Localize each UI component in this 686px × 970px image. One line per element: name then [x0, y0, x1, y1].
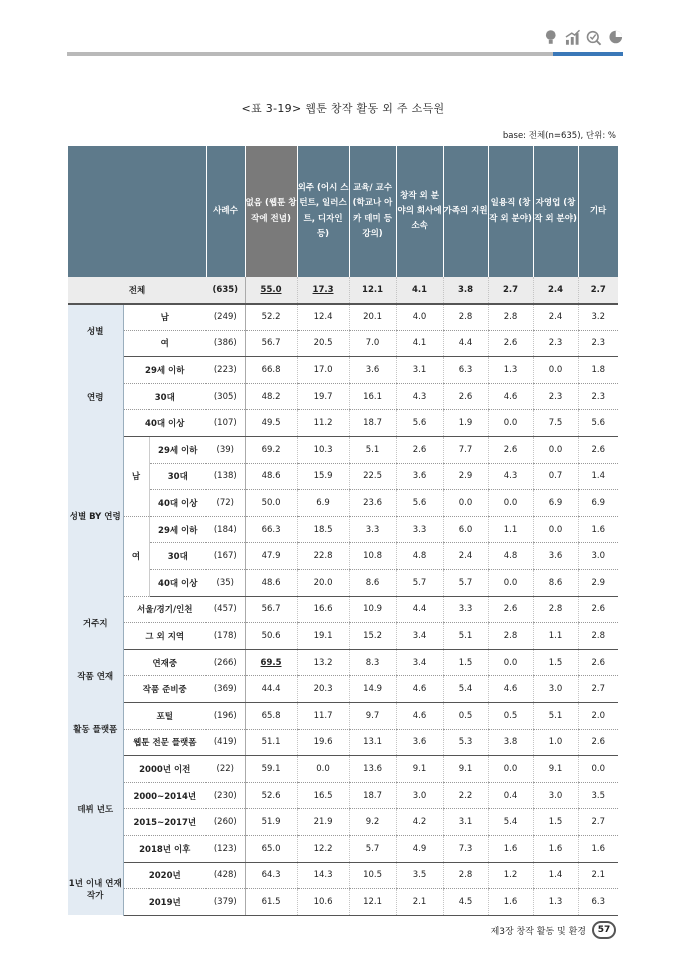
cell: 51.9: [245, 809, 297, 836]
row-label: 여: [123, 330, 206, 357]
cell: 0.0: [297, 756, 349, 783]
cell: 2.6: [488, 596, 533, 623]
cell: 3.0: [533, 782, 578, 809]
cell: 18.5: [297, 516, 349, 543]
header-stub: [68, 146, 206, 277]
cell: 3.6: [349, 357, 396, 384]
cell: 52.6: [245, 782, 297, 809]
cell: 2.3: [578, 383, 618, 410]
row-label: 전체: [68, 277, 206, 304]
cell: 5.1: [443, 623, 488, 650]
cell: 3.0: [533, 676, 578, 703]
cell: 2.7: [578, 277, 618, 304]
row-count: (386): [206, 330, 245, 357]
cell: 2.8: [443, 862, 488, 889]
row-count: (196): [206, 703, 245, 730]
cell: 3.5: [578, 782, 618, 809]
row-label: 연재중: [123, 649, 206, 676]
table-row: [68, 862, 618, 889]
cell: 4.2: [396, 809, 443, 836]
row-label: 포털: [123, 703, 206, 730]
cell: 65.8: [245, 703, 297, 730]
cell: 2.3: [533, 383, 578, 410]
row-count: (428): [206, 862, 245, 889]
table-row: [68, 596, 618, 623]
cell: 3.6: [396, 463, 443, 490]
cell: 2.4: [443, 543, 488, 570]
row-label: 40대 이상: [123, 410, 206, 437]
table-row: [68, 649, 618, 676]
row-label: 서울/경기/인천: [123, 596, 206, 623]
cell: 5.3: [443, 729, 488, 756]
cell: 2.6: [488, 330, 533, 357]
cell: 3.4: [396, 649, 443, 676]
cell: 0.4: [488, 782, 533, 809]
cell: 52.2: [245, 304, 297, 331]
cell: 69.2: [245, 437, 297, 464]
row-label: 2019년: [123, 889, 206, 916]
cell: 3.0: [578, 543, 618, 570]
cell: 1.9: [443, 410, 488, 437]
cell: 2.3: [578, 330, 618, 357]
cell: 4.5: [443, 889, 488, 916]
cell: 7.0: [349, 330, 396, 357]
cell: 6.3: [443, 357, 488, 384]
cell: 2.6: [488, 437, 533, 464]
row-count: (457): [206, 596, 245, 623]
cell: 10.6: [297, 889, 349, 916]
cell: 5.6: [396, 490, 443, 517]
cell: 3.3: [349, 516, 396, 543]
cell: 15.2: [349, 623, 396, 650]
cell: 2.3: [533, 330, 578, 357]
table-row: [68, 463, 618, 490]
cell: 0.7: [533, 463, 578, 490]
cell: 4.0: [396, 304, 443, 331]
cell: 5.1: [533, 703, 578, 730]
header-count: 사례수: [206, 146, 245, 277]
cell: 5.6: [396, 410, 443, 437]
cell: 18.7: [349, 782, 396, 809]
header-col-other: 기타: [578, 146, 618, 277]
row-label: 29세 이하: [149, 437, 206, 464]
row-count: (379): [206, 889, 245, 916]
cell: 16.6: [297, 596, 349, 623]
row-count: (138): [206, 463, 245, 490]
header-col-family: 가족의 지원: [443, 146, 488, 277]
table-row: [68, 623, 618, 650]
cell: 13.6: [349, 756, 396, 783]
cell: 17.3: [297, 277, 349, 304]
row-label: 남: [123, 304, 206, 331]
row-count: (249): [206, 304, 245, 331]
cell: 4.8: [396, 543, 443, 570]
cell: 2.8: [443, 304, 488, 331]
cell: 20.3: [297, 676, 349, 703]
row-label: 웹툰 전문 플랫폼: [123, 729, 206, 756]
page-number: 57: [592, 921, 616, 939]
cell: 7.5: [533, 410, 578, 437]
cell: 4.6: [396, 676, 443, 703]
header-rule-accent: [553, 52, 623, 56]
cell: 20.0: [297, 570, 349, 597]
header-col-company: 창작 외 분야의 회사에 소속: [396, 146, 443, 277]
cell: 0.0: [488, 570, 533, 597]
cell: 1.6: [533, 835, 578, 862]
row-label: 29세 이하: [123, 357, 206, 384]
table-row: [68, 330, 618, 357]
cell: 5.6: [578, 410, 618, 437]
group-label-platform: 활동 플랫폼: [68, 703, 123, 756]
row-label: 30대: [149, 543, 206, 570]
cell: 1.5: [533, 809, 578, 836]
row-count: (266): [206, 649, 245, 676]
cell: 16.1: [349, 383, 396, 410]
cell: 1.6: [488, 889, 533, 916]
row-count: (223): [206, 357, 245, 384]
cell: 3.8: [443, 277, 488, 304]
table-row: [68, 410, 618, 437]
row-label: 2015~2017년: [123, 809, 206, 836]
cell: 17.0: [297, 357, 349, 384]
row-count: (167): [206, 543, 245, 570]
cell: 11.7: [297, 703, 349, 730]
page-footer: [491, 921, 616, 939]
cell: 0.0: [533, 437, 578, 464]
cell: 9.1: [396, 756, 443, 783]
chapter-title: 제3장 창작 활동 및 환경: [490, 926, 586, 937]
cell: 2.1: [396, 889, 443, 916]
group-label-gender: 성별: [68, 304, 123, 357]
cell: 2.1: [578, 862, 618, 889]
cell: 0.0: [533, 357, 578, 384]
cell: 47.9: [245, 543, 297, 570]
cell: 56.7: [245, 330, 297, 357]
table-caption: <표 3-19> 웹툰 창작 활동 외 주 소득원: [241, 102, 445, 115]
base-note: base: 전체(n=635), 단위: %: [502, 131, 616, 141]
row-count: (419): [206, 729, 245, 756]
table-row: [68, 570, 618, 597]
row-label: 40대 이상: [149, 570, 206, 597]
table-row: [68, 756, 618, 783]
cell: 19.6: [297, 729, 349, 756]
row-label: 30대: [149, 463, 206, 490]
cell: 5.7: [443, 570, 488, 597]
cell: 4.6: [488, 676, 533, 703]
cell: 69.5: [245, 649, 297, 676]
table-row: [68, 782, 618, 809]
cell: 0.5: [488, 703, 533, 730]
row-count: (635): [206, 277, 245, 304]
cell: 4.9: [396, 835, 443, 862]
cell: 1.3: [488, 357, 533, 384]
row-count: (369): [206, 676, 245, 703]
group-label-serial: 작품 연재: [68, 649, 123, 702]
header-col-daylabor: 일용직 (창작 외 분야): [488, 146, 533, 277]
group-label-recent: 1년 이내 연재 작가: [68, 862, 123, 915]
cell: 22.5: [349, 463, 396, 490]
cell: 12.1: [349, 277, 396, 304]
cell: 18.7: [349, 410, 396, 437]
row-label: 2000년 이전: [123, 756, 206, 783]
cell: 9.7: [349, 703, 396, 730]
cell: 5.7: [349, 835, 396, 862]
group-label-debut: 데뷔 년도: [68, 756, 123, 862]
table-row: [68, 543, 618, 570]
cell: 1.5: [533, 649, 578, 676]
cell: 4.8: [488, 543, 533, 570]
table-row: [68, 304, 618, 331]
group-label-age: 연령: [68, 357, 123, 437]
cell: 2.7: [578, 809, 618, 836]
cell: 20.1: [349, 304, 396, 331]
cell: 14.3: [297, 862, 349, 889]
income-source-table: [68, 146, 619, 916]
cell: 51.1: [245, 729, 297, 756]
cell: 48.6: [245, 570, 297, 597]
cell: 3.1: [396, 357, 443, 384]
pie-chart-icon: [608, 28, 624, 46]
cell: 49.5: [245, 410, 297, 437]
row-count: (305): [206, 383, 245, 410]
row-count: (260): [206, 809, 245, 836]
cell: 4.4: [443, 330, 488, 357]
cell: 2.0: [578, 703, 618, 730]
cell: 48.2: [245, 383, 297, 410]
header-col-outsourcing: 외주 (어시 스턴트, 일러스트, 디자인 등): [297, 146, 349, 277]
cell: 1.4: [533, 862, 578, 889]
cell: 2.2: [443, 782, 488, 809]
cell: 3.3: [396, 516, 443, 543]
cell: 2.6: [578, 649, 618, 676]
header-rule: [67, 52, 553, 56]
cell: 0.0: [443, 490, 488, 517]
cell: 11.2: [297, 410, 349, 437]
header-icons: [543, 26, 623, 48]
cell: 14.9: [349, 676, 396, 703]
cell: 2.7: [488, 277, 533, 304]
cell: 2.8: [578, 623, 618, 650]
group-label-residence: 거주지: [68, 596, 123, 649]
cell: 10.9: [349, 596, 396, 623]
cell: 8.6: [349, 570, 396, 597]
subgroup-label-male: 남: [123, 437, 149, 517]
table-row: [68, 490, 618, 517]
table-row: [68, 437, 618, 464]
cell: 5.1: [349, 437, 396, 464]
cell: 12.2: [297, 835, 349, 862]
cell: 4.6: [488, 383, 533, 410]
cell: 1.1: [533, 623, 578, 650]
cell: 1.6: [578, 835, 618, 862]
lightbulb-icon: [543, 28, 559, 46]
cell: 64.3: [245, 862, 297, 889]
cell: 5.4: [443, 676, 488, 703]
row-count: (178): [206, 623, 245, 650]
cell: 21.9: [297, 809, 349, 836]
table-row: [68, 676, 618, 703]
cell: 6.3: [578, 889, 618, 916]
cell: 1.6: [488, 835, 533, 862]
cell: 0.5: [443, 703, 488, 730]
table-row: [68, 835, 618, 862]
cell: 13.1: [349, 729, 396, 756]
cell: 2.4: [533, 304, 578, 331]
cell: 1.5: [443, 649, 488, 676]
cell: 1.6: [578, 516, 618, 543]
table-row: [68, 729, 618, 756]
table-row: [68, 889, 618, 916]
cell: 3.6: [396, 729, 443, 756]
table-row: [68, 703, 618, 730]
cell: 4.1: [396, 330, 443, 357]
table-row: [68, 516, 618, 543]
cell: 6.9: [578, 490, 618, 517]
cell: 0.0: [488, 490, 533, 517]
cell: 2.9: [443, 463, 488, 490]
cell: 3.5: [396, 862, 443, 889]
cell: 2.9: [578, 570, 618, 597]
cell: 3.0: [396, 782, 443, 809]
cell: 2.6: [578, 729, 618, 756]
cell: 66.3: [245, 516, 297, 543]
cell: 48.6: [245, 463, 297, 490]
table-row: [68, 357, 618, 384]
cell: 4.1: [396, 277, 443, 304]
row-label: 30대: [123, 383, 206, 410]
row-count: (107): [206, 410, 245, 437]
cell: 5.7: [396, 570, 443, 597]
cell: 20.5: [297, 330, 349, 357]
cell: 56.7: [245, 596, 297, 623]
row-count: (35): [206, 570, 245, 597]
row-total: [68, 277, 618, 304]
header-col-none: 없음 (웹툰 창작에 전념): [245, 146, 297, 277]
row-label: 그 외 지역: [123, 623, 206, 650]
cell: 2.8: [488, 304, 533, 331]
cell: 2.6: [578, 596, 618, 623]
cell: 1.2: [488, 862, 533, 889]
cell: 6.9: [533, 490, 578, 517]
cell: 3.4: [396, 623, 443, 650]
cell: 2.6: [396, 437, 443, 464]
cell: 9.1: [443, 756, 488, 783]
row-count: (184): [206, 516, 245, 543]
cell: 3.6: [533, 543, 578, 570]
row-count: (39): [206, 437, 245, 464]
cell: 2.6: [443, 383, 488, 410]
row-count: (123): [206, 835, 245, 862]
cell: 9.1: [533, 756, 578, 783]
cell: 3.2: [578, 304, 618, 331]
cell: 15.9: [297, 463, 349, 490]
row-count: (72): [206, 490, 245, 517]
cell: 8.3: [349, 649, 396, 676]
cell: 2.6: [578, 437, 618, 464]
cell: 4.6: [396, 703, 443, 730]
check-search-icon: [586, 28, 602, 46]
cell: 4.4: [396, 596, 443, 623]
row-label: 29세 이하: [149, 516, 206, 543]
cell: 2.7: [578, 676, 618, 703]
cell: 2.4: [533, 277, 578, 304]
cell: 3.3: [443, 596, 488, 623]
cell: 10.5: [349, 862, 396, 889]
cell: 8.6: [533, 570, 578, 597]
cell: 1.8: [578, 357, 618, 384]
row-label: 2020년: [123, 862, 206, 889]
cell: 16.5: [297, 782, 349, 809]
cell: 2.8: [488, 623, 533, 650]
cell: 66.8: [245, 357, 297, 384]
cell: 10.3: [297, 437, 349, 464]
cell: 0.0: [578, 756, 618, 783]
cell: 0.0: [533, 516, 578, 543]
cell: 12.1: [349, 889, 396, 916]
row-label: 40대 이상: [149, 490, 206, 517]
cell: 2.8: [533, 596, 578, 623]
cell: 19.7: [297, 383, 349, 410]
table-row: [68, 383, 618, 410]
cell: 13.2: [297, 649, 349, 676]
cell: 59.1: [245, 756, 297, 783]
cell: 23.6: [349, 490, 396, 517]
cell: 1.3: [533, 889, 578, 916]
cell: 4.3: [396, 383, 443, 410]
cell: 65.0: [245, 835, 297, 862]
cell: 0.0: [488, 756, 533, 783]
cell: 55.0: [245, 277, 297, 304]
cell: 22.8: [297, 543, 349, 570]
cell: 0.0: [488, 410, 533, 437]
cell: 10.8: [349, 543, 396, 570]
cell: 6.0: [443, 516, 488, 543]
cell: 1.1: [488, 516, 533, 543]
cell: 3.1: [443, 809, 488, 836]
cell: 7.3: [443, 835, 488, 862]
cell: 12.4: [297, 304, 349, 331]
cell: 50.0: [245, 490, 297, 517]
header-col-education: 교육/ 교수 (학교나 아카 데미 등 강의): [349, 146, 396, 277]
cell: 7.7: [443, 437, 488, 464]
cell: 5.4: [488, 809, 533, 836]
cell: 1.4: [578, 463, 618, 490]
cell: 50.6: [245, 623, 297, 650]
cell: 0.0: [488, 649, 533, 676]
cell: 6.9: [297, 490, 349, 517]
growth-chart-icon: [565, 28, 581, 46]
cell: 9.2: [349, 809, 396, 836]
cell: 44.4: [245, 676, 297, 703]
cell: 3.8: [488, 729, 533, 756]
row-label: 작품 준비중: [123, 676, 206, 703]
cell: 61.5: [245, 889, 297, 916]
group-label-gender-age: 성별 BY 연령: [68, 437, 123, 597]
subgroup-label-female: 여: [123, 516, 149, 596]
row-label: 2000~2014년: [123, 782, 206, 809]
row-count: (230): [206, 782, 245, 809]
cell: 1.0: [533, 729, 578, 756]
row-count: (22): [206, 756, 245, 783]
table-row: [68, 809, 618, 836]
cell: 4.3: [488, 463, 533, 490]
header-col-selfemployed: 자영업 (창작 외 분야): [533, 146, 578, 277]
row-label: 2018년 이후: [123, 835, 206, 862]
cell: 19.1: [297, 623, 349, 650]
